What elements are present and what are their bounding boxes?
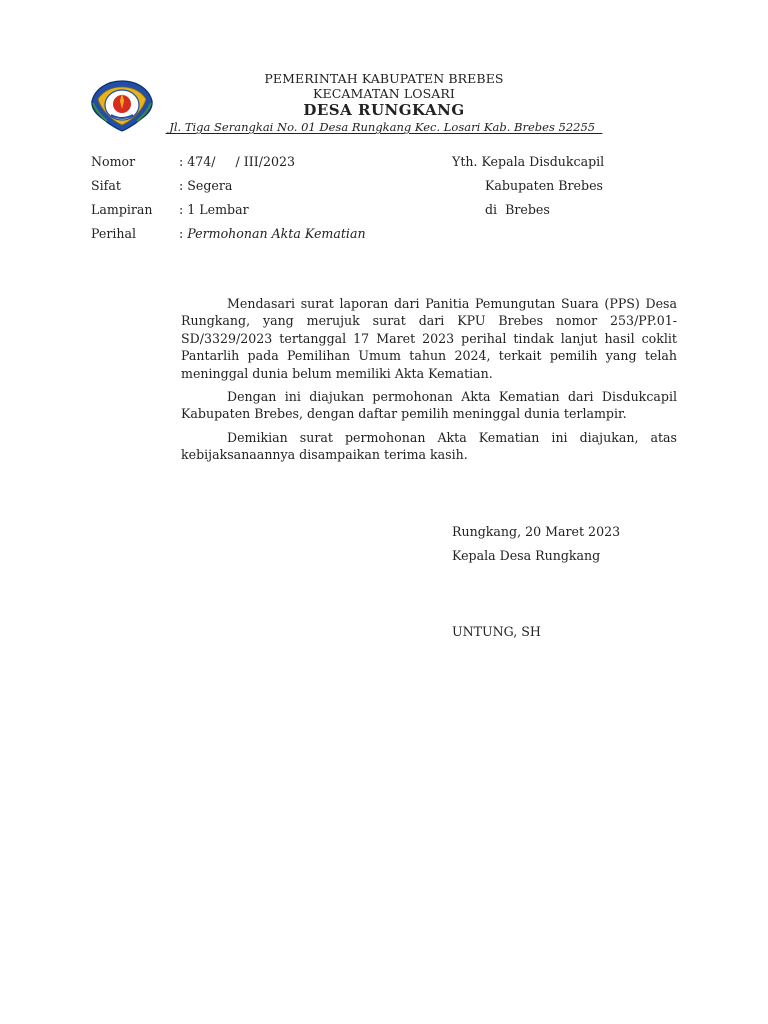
letter-body — [181, 295, 677, 470]
signature-block — [452, 524, 620, 572]
letterhead-address: Jl. Tiga Serangkai No. 01 Desa Rungkang Kec. Losari Kab. Brebes 52255 — [165, 120, 603, 134]
meta-label: Nomor — [91, 154, 136, 169]
meta-subject: Permohonan Akta Kematian — [187, 226, 366, 241]
recipient-line: di Brebes — [485, 202, 550, 217]
letterhead — [150, 71, 618, 134]
signature-name: UNTUNG, SH — [452, 624, 541, 639]
body-paragraph-1: Mendasari surat laporan dari Panitia Pemungutan Suara (PPS) Desa Rungkang, yang merujuk surat dari KPU Brebes nomor 253/PP.01-SD/3329/2023 tertanggal 17 Maret 2023 perihal tindak lanjut hasil coklit Pantarlih pada Pemilihan Umum tahun 2024, terkait pemilih yang telah meninggal dunia belum memiliki Akta Kematian. — [181, 296, 677, 381]
meta-label: Lampiran — [91, 202, 153, 217]
letterhead-government: PEMERINTAH KABUPATEN BREBES — [264, 71, 504, 86]
letterhead-district: KECAMATAN LOSARI — [313, 86, 455, 101]
meta-label: Perihal — [91, 226, 137, 241]
body-paragraph-3: Demikian surat permohonan Akta Kematian ini diajukan, atas kebijaksanaannya disampaikan terima kasih. — [181, 429, 677, 463]
recipient-line: Kabupaten Brebes — [485, 178, 603, 193]
signature-place-date: Rungkang, 20 Maret 2023 — [452, 524, 621, 539]
meta-value: : Segera — [179, 178, 233, 193]
recipient-block — [452, 154, 604, 226]
signature-title: Kepala Desa Rungkang — [452, 548, 601, 563]
body-paragraph-2: Dengan ini diajukan permohonan Akta Kematian dari Disdukcapil Kabupaten Brebes, dengan daftar pemilih meninggal dunia terlampir. — [181, 389, 677, 422]
letterhead-village: DESA RUNGKANG — [303, 101, 465, 119]
meta-label: Sifat — [91, 178, 121, 193]
district-emblem-icon — [89, 79, 155, 133]
meta-value-perihal — [179, 226, 366, 242]
meta-colon: : — [179, 226, 188, 241]
recipient-line: Yth. Kepala Disdukcapil — [452, 154, 605, 169]
meta-value: : 474/ / III/2023 — [179, 154, 296, 169]
meta-value: : 1 Lembar — [179, 202, 249, 217]
